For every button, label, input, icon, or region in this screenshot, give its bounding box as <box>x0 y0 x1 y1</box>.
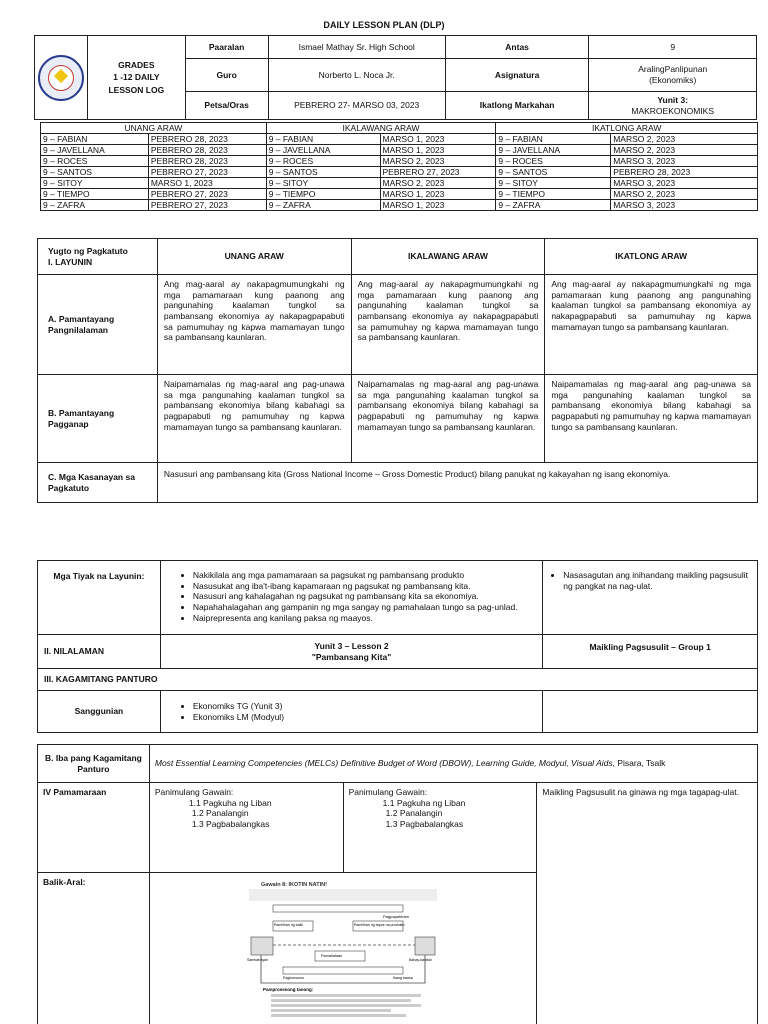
col-unang-araw: UNANG ARAW <box>157 239 351 275</box>
schedule-section: 9 – SITOY <box>496 178 611 189</box>
content-table <box>37 560 758 733</box>
schedule-section: 9 – ZAFRA <box>41 200 149 211</box>
balik-aral-label: Balik-Aral: <box>38 873 150 1024</box>
circular-flow-figure <box>243 879 443 1019</box>
schedule-day-header: IKALAWANG ARAW <box>266 123 496 134</box>
panimula-item: 1.1 Pagkuha ng Liban <box>188 797 272 808</box>
schedule-section: 9 – ROCES <box>41 156 149 167</box>
iba-italic-text: Most Essential Learning Competencies (MELCs) Definitive Budget of Word (DBOW), Learning Guide, Modyul, Visual Aids, <box>154 758 616 769</box>
nilalaman-label: II. NILALAMAN <box>38 635 161 669</box>
schedule-date: PEBRERO 27, 2023 <box>380 167 496 178</box>
schedule-section: 9 – ZAFRA <box>266 200 380 211</box>
figure-label: Pagpapahiram <box>383 914 410 919</box>
tiyak-item: • Nasusuri ang kahalagahan ng pagsukat ng pambansang kita sa ekonomiya. <box>193 591 536 602</box>
schedule-date: MARSO 2, 2023 <box>380 178 496 189</box>
guro-label: Guro <box>185 59 268 92</box>
schedule-section: 9 – FABIAN <box>41 134 149 145</box>
schedule-section: 9 – ROCES <box>496 156 611 167</box>
panimula-day1 <box>149 783 343 873</box>
figure-question-line <box>271 994 421 997</box>
schedule-section: 9 – SANTOS <box>496 167 611 178</box>
panimula-item: 1.3 Pagbabalangkas <box>385 818 464 829</box>
asignatura-label: Asignatura <box>445 59 589 92</box>
markahan-label: Ikatlong Markahan <box>445 92 589 120</box>
pamantayang-pangnilalaman-label: A. Pamantayang Pangnilalaman <box>38 275 158 375</box>
sanggunian-cell <box>160 691 542 733</box>
figure-label: Bahay-kalakal <box>409 958 432 962</box>
schedule-section: 9 – TIEMPO <box>41 189 149 200</box>
grades-label: GRADES 1 -12 DAILY LESSON LOG <box>88 36 186 120</box>
schedule-date: PEBRERO 28, 2023 <box>148 145 266 156</box>
guro-value: Norberto L. Noca Jr. <box>268 59 445 92</box>
pangnilalaman-day3: Ang mag-aaral ay nakapagmumungkahi ng mga pamamaraan kung paanong ang pangunahing kaalaman tungkol sa pambansang ekonomiya ay nakapagpapabuti sa pamumuhay ng kapwa mamamayan tungo sa pambansang kaunlaran. <box>545 275 758 375</box>
lesson-name: "Pambansang Kita" <box>311 651 392 662</box>
schedule-row <box>41 134 758 145</box>
schedule-section: 9 – TIEMPO <box>266 189 380 200</box>
lesson-unit: Yunit 3 – Lesson 2 <box>314 640 389 651</box>
pagganap-day3: Naipamamalas ng mag-aaral ang pag-unawa sa mga pangunahing kaalaman tungkol sa pambansang ekonomiya bilang kabahagi sa pagpapabuti ng pamumuhay ng kapwa mamamayan tungo sa pambansang kaunlaran. <box>545 375 758 463</box>
antas-value: 9 <box>589 36 757 59</box>
schedule-date: MARSO 1, 2023 <box>380 189 496 200</box>
schedule-date: MARSO 1, 2023 <box>380 200 496 211</box>
panimula-day2 <box>343 783 537 873</box>
schedule-section: 9 – ZAFRA <box>496 200 611 211</box>
schedule-row <box>41 178 758 189</box>
petsa-value: PEBRERO 27- MARSO 03, 2023 <box>268 92 445 120</box>
iv-pamamaraan-label: IV Pamamaraan <box>38 783 150 873</box>
schedule-section: 9 – SITOY <box>41 178 149 189</box>
schedule-date: MARSO 3, 2023 <box>611 178 758 189</box>
schedule-row <box>41 145 758 156</box>
antas-label: Antas <box>445 36 589 59</box>
panimula-title: Panimulang Gawain: <box>154 787 234 797</box>
tiyak-item: • Nakikilala ang mga pamamaraan sa pagsukat ng pambansang produkto <box>193 570 536 581</box>
figure-label: Pamahalaan <box>321 954 343 958</box>
schedule-date: MARSO 2, 2023 <box>611 189 758 200</box>
figure-building <box>415 937 435 955</box>
figure-box <box>273 905 403 912</box>
pamantayang-pagganap-label: B. Pamantayang Pagganap <box>38 375 158 463</box>
kagamitan-label: III. KAGAMITANG PANTURO <box>38 669 758 691</box>
figure-question-line <box>271 1009 391 1012</box>
pagganap-day1: Naipamamalas ng mag-aaral ang pag-unawa sa mga pangunahing kaalaman tungkol sa pambansang ekonomiya bilang kabahagi sa pagpapabuti ng pamumuhay ng kapwa mamamayan tungo sa pambansang kaunlaran. <box>157 375 351 463</box>
schedule-date: MARSO 1, 2023 <box>148 178 266 189</box>
pangnilalaman-day2: Ang mag-aaral ay nakapagmumungkahi ng mga pamamaraan kung paanong ang pangunahing kaalaman tungkol sa pambansang ekonomiya ay nakapagpapabuti sa pamumuhay ng kapwa mamamayan tungo sa pambansang kaunlaran. <box>351 275 545 375</box>
sanggunian-empty <box>543 691 758 733</box>
yunit-value: MAKROEKONOMIKS <box>631 105 715 116</box>
figure-label: Pagkonsumo <box>283 976 305 980</box>
iba-rest-text: Pisara, Tsalk <box>615 758 666 769</box>
schedule-row <box>41 189 758 200</box>
iba-pang-kagamitan-label: B. Iba pang Kagamitang Panturo <box>38 745 150 783</box>
yunit-title: Yunit 3: <box>657 94 689 105</box>
schedule-date: MARSO 1, 2023 <box>380 134 496 145</box>
schedule-date: PEBRERO 27, 2023 <box>148 167 266 178</box>
figure-label: Ibang bansa <box>393 976 413 980</box>
schedule-table <box>40 122 758 211</box>
sanggunian-list <box>167 701 536 722</box>
sanggunian-item: • Ekonomiks TG (Yunit 3) <box>193 701 536 712</box>
tiyak-item: • Naiprepresenta ang kanilang paksa ng maayos. <box>193 613 536 624</box>
yunit-cell <box>589 92 757 120</box>
tiyak-list <box>167 570 536 623</box>
figure-label: Pamilihan ng salik <box>274 923 304 927</box>
schedule-date: MARSO 1, 2023 <box>380 145 496 156</box>
petsa-label: Petsa/Oras <box>185 92 268 120</box>
tiyak-item: • Nasusukat ang iba't-ibang kapamaraan ng pagsukat ng pambansang kita. <box>193 581 536 592</box>
schedule-section: 9 – ROCES <box>266 156 380 167</box>
schedule-section: 9 – JAVELLANA <box>41 145 149 156</box>
schedule-date: PEBRERO 28, 2023 <box>611 167 758 178</box>
panimula-title: Panimulang Gawain: <box>348 787 428 797</box>
schedule-date: PEBRERO 28, 2023 <box>148 134 266 145</box>
pamamaraan-table <box>37 744 758 1024</box>
document-title: DAILY LESSON PLAN (DLP) <box>323 20 445 30</box>
tiyak-side-item: • Nasasagutan ang inihandang maikling pagsusulit ng pangkat na nag-ulat. <box>563 570 751 591</box>
tiyak-item: • Napahahalagahan ang gampanin ng mga sangay ng pamahalaan tungo sa pag-unlad. <box>193 602 536 613</box>
schedule-date: PEBRERO 27, 2023 <box>148 200 266 211</box>
schedule-section: 9 – SANTOS <box>266 167 380 178</box>
panimula-item: 1.1 Pagkuha ng Liban <box>382 797 466 808</box>
circular-flow-diagram <box>243 879 443 1019</box>
tiyak-list-cell <box>160 561 542 635</box>
figure-label: Pamilihan ng tapos na produkto <box>354 923 405 927</box>
schedule-day-header: UNANG ARAW <box>41 123 267 134</box>
panimula-item: 1.3 Pagbabalangkas <box>191 818 270 829</box>
day3-pamamaraan: Maikling Pagsusulit na ginawa ng mga tagapag-ulat. <box>537 783 758 1024</box>
pagganap-day2: Naipamamalas ng mag-aaral ang pag-unawa sa mga pangunahing kaalaman tungkol sa pambansang ekonomiya bilang kabahagi sa pagpapabuti ng pamumuhay ng kapwa mamamayan tungo sa pambansang kaunlaran. <box>351 375 545 463</box>
schedule-date: PEBRERO 27, 2023 <box>148 189 266 200</box>
schedule-section: 9 – SITOY <box>266 178 380 189</box>
figure-question-line <box>271 1004 421 1007</box>
deped-logo-cell <box>35 36 88 120</box>
figure-house <box>251 937 273 955</box>
figure-label: Sambahayan <box>247 958 269 962</box>
schedule-date: MARSO 3, 2023 <box>611 156 758 167</box>
panimula-item: 1.2 Panalangin <box>385 808 443 819</box>
header-table <box>34 35 757 120</box>
panimula-item: 1.2 Panalangin <box>191 808 249 819</box>
deped-seal-icon <box>38 55 84 101</box>
schedule-date: MARSO 2, 2023 <box>380 156 496 167</box>
kasanayan-label: C. Mga Kasanayan sa Pagkatuto <box>38 463 158 503</box>
schedule-day-header: IKATLONG ARAW <box>496 123 758 134</box>
sanggunian-item: • Ekonomiks LM (Modyul) <box>193 712 536 723</box>
schedule-row <box>41 200 758 211</box>
schedule-date: MARSO 3, 2023 <box>611 200 758 211</box>
figure-question-line <box>271 999 411 1002</box>
objectives-table <box>37 238 758 503</box>
tiyak-side-cell <box>543 561 758 635</box>
schedule-date: PEBRERO 28, 2023 <box>148 156 266 167</box>
schedule-row <box>41 167 758 178</box>
figure-box <box>283 967 403 974</box>
kasanayan-text: Nasusuri ang pambansang kita (Gross National Income – Gross Domestic Product) bilang panukat ng kakayahan ng isang ekonomiya. <box>157 463 757 503</box>
col-ikalawang-araw: IKALAWANG ARAW <box>351 239 545 275</box>
quiz-label: Maikling Pagsusulit – Group 1 <box>543 635 758 669</box>
tiyak-label: Mga Tiyak na Layunin: <box>38 561 161 635</box>
schedule-date: MARSO 2, 2023 <box>611 145 758 156</box>
figure-question-line <box>271 1014 406 1017</box>
paaralan-value: Ismael Mathay Sr. High School <box>268 36 445 59</box>
schedule-row <box>41 156 758 167</box>
schedule-section: 9 – FABIAN <box>496 134 611 145</box>
figure-questions-title: Pamprosesong tanong: <box>263 987 314 992</box>
pangnilalaman-day1: Ang mag-aaral ay nakapagmumungkahi ng mga pamamaraan kung paanong ang pangunahing kaalaman tungkol sa pambansang ekonomiya ay nakapagpapabuti sa pamumuhay ng kapwa mamamayan tungo sa pambansang kaunlaran. <box>157 275 351 375</box>
paaralan-label: Paaralan <box>185 36 268 59</box>
sanggunian-label: Sanggunian <box>38 691 161 733</box>
schedule-rows <box>41 134 758 211</box>
iba-pang-kagamitan-cell <box>149 745 757 783</box>
balik-aral-figure-cell <box>149 873 537 1024</box>
schedule-section: 9 – SANTOS <box>41 167 149 178</box>
schedule-section: 9 – JAVELLANA <box>496 145 611 156</box>
asignatura-value: AralingPanlipunan (Ekonomiks) <box>589 59 757 92</box>
yugto-label: Yugto ng Pagkatuto I. LAYUNIN <box>38 239 158 275</box>
schedule-date: MARSO 2, 2023 <box>611 134 758 145</box>
col-ikatlong-araw: IKATLONG ARAW <box>545 239 758 275</box>
schedule-section: 9 – TIEMPO <box>496 189 611 200</box>
figure-title: Gawain 8: IKOTIN NATIN! <box>261 882 328 888</box>
figure-instruction-block <box>249 889 437 901</box>
schedule-section: 9 – JAVELLANA <box>266 145 380 156</box>
lesson-title-cell <box>160 635 542 669</box>
schedule-section: 9 – FABIAN <box>266 134 380 145</box>
